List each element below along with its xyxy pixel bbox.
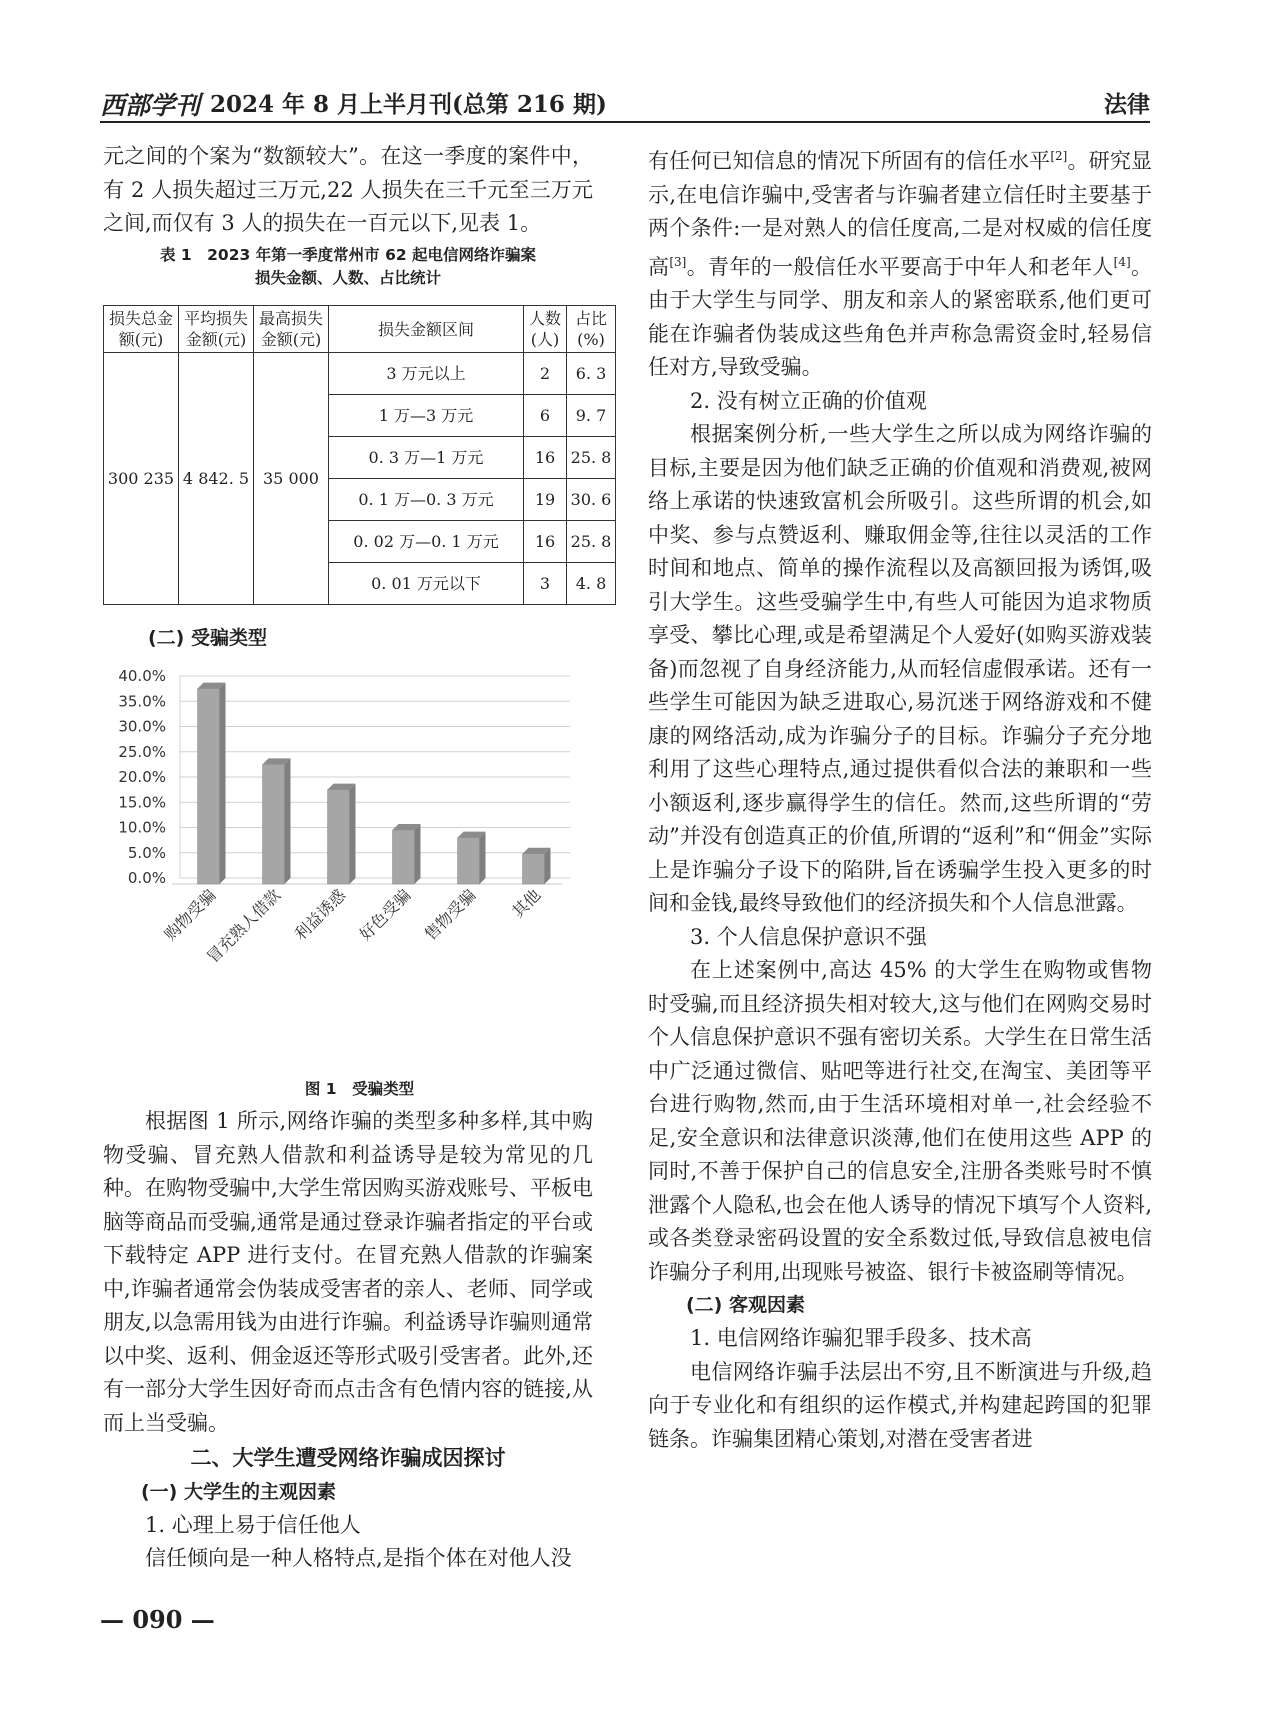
subheading-fraud-types: (二) 受骗类型: [148, 627, 267, 649]
bar-side: [480, 832, 486, 884]
x-tick-label: 冒充熟人借款: [203, 885, 285, 967]
citation-3: [3]: [669, 254, 687, 269]
range-cell: 3 万元以上: [329, 353, 524, 395]
bar-side: [285, 758, 291, 884]
count-cell: 16: [524, 437, 567, 479]
x-tick-label: 利益诱惑: [290, 885, 350, 945]
y-tick-label: 35.0%: [118, 692, 166, 711]
bar: [198, 689, 220, 884]
bar: [393, 830, 415, 884]
col-max: 最高损失金额(元): [254, 306, 329, 353]
col-count: 人数(人): [524, 306, 567, 353]
y-tick-label: 30.0%: [118, 717, 166, 736]
subheading-privacy: 3. 个人信息保护意识不强: [690, 924, 927, 949]
issue-info: 2024 年 8 月上半月刊(总第 216 期): [210, 91, 607, 118]
y-tick-label: 20.0%: [118, 768, 166, 786]
y-tick-label: 40.0%: [118, 667, 166, 685]
table-row: [104, 353, 616, 395]
journal-logo: 西部学刊: [100, 91, 201, 120]
average-cell: 4 842. 5: [179, 353, 254, 605]
subheading-subjective: (一) 大学生的主观因素: [141, 1480, 336, 1503]
bar: [458, 838, 480, 884]
section-label: 法律: [1104, 91, 1150, 118]
subheading-objective: (二) 客观因素: [686, 1294, 805, 1316]
privacy-paragraph: 在上述案例中,高达 45% 的大学生在购物或售物时受骗,而且经济损失相对较大,这与他们在网购交易时个人信息保护意识不强有密切关系。大学生在日常生活中广泛通过微信、贴吧等进行社交,在淘宝、美团等平台进行购物,然而,由于生活环境相对单一,社会经验不足,安全意识和法律意识淡薄,他们在使用这些 APP 的同时,不善于保护自己的信息安全,注册各类账号时不慎泄露个人隐私,也会在他人诱导的情况下填写个人资料,或各类登录密码设置的安全系数过低,导致信息被电信诈骗分子利用,出现账号被盗、银行卡被盗刷等情况。: [648, 958, 1152, 1284]
bar-side: [545, 848, 551, 884]
x-tick-label: 好色受骗: [355, 885, 415, 945]
left-column-lower: [103, 1105, 593, 1576]
table-caption-line2: 损失金额、人数、占比统计: [254, 268, 441, 287]
col-average: 平均损失金额(元): [179, 306, 254, 353]
range-cell: 0. 02 万—0. 1 万元: [329, 521, 524, 563]
section-heading-causes: 二、大学生遭受网络诈骗成因探讨: [190, 1446, 506, 1470]
max-cell: 35 000: [254, 353, 329, 605]
y-tick-label: 25.0%: [118, 742, 166, 761]
pct-cell: 25. 8: [567, 521, 616, 563]
figure-caption: 图 1 受骗类型: [304, 1080, 415, 1098]
col-total: 损失总金额(元): [104, 306, 179, 353]
subheading-tech: 1. 电信网络诈骗犯罪手段多、技术高: [690, 1326, 1032, 1350]
pct-cell: 9. 7: [567, 395, 616, 437]
bar: [523, 854, 545, 884]
citation-4: [4]: [1113, 254, 1131, 269]
bar-side: [350, 784, 356, 884]
pct-cell: 25. 8: [567, 437, 616, 479]
count-cell: 2: [524, 353, 567, 395]
left-column: [103, 140, 593, 290]
loss-table: [103, 305, 616, 605]
header-rule: [100, 121, 1150, 123]
y-tick-label: 5.0%: [127, 843, 166, 862]
tech-paragraph: 电信网络诈骗手法层出不穷,且不断演进与升级,趋向于专业化和有组织的运作模式,并构建起跨国的犯罪链条。诈骗集团精心策划,对潜在受害者进: [648, 1359, 1152, 1451]
pct-cell: 6. 3: [567, 353, 616, 395]
running-header: [100, 82, 1150, 118]
range-cell: 0. 01 万元以下: [329, 563, 524, 605]
figure-discussion-paragraph: 根据图 1 所示,网络诈骗的类型多种多样,其中购物受骗、冒充熟人借款和利益诱导是较为常见的几种。在购物受骗中,大学生常因购买游戏账号、平板电脑等商品而受骗,通常是通过登录诈骗者指定的平台或下载特定 APP 进行支付。在冒充熟人借款的诈骗案中,诈骗者通常会伪装成受害者的亲人、老师、同学或朋友,以急需用钱为由进行诈骗。利益诱导诈骗则通常以中奖、返利、佣金返还等形式吸引受害者。此外,还有一部分大学生因好奇而点击含有色情内容的链接,从而上当受骗。: [103, 1109, 593, 1435]
trust-paragraph-continued: 有任何已知信息的情况下所固有的信任水平[2]。研究显示,在电信诈骗中,受害者与诈骗者建立信任时主要基于两个条件:一是对熟人的信任度高,二是对权威的信任度高[3]。青年的一般信任水平要高于中年人和老年人[4]。由于大学生与同学、朋友和亲人的紧密联系,他们更可能在诈骗者伪装成这些角色并声称急需资金时,轻易信任对方,导致受骗。: [648, 149, 1153, 379]
bar: [328, 790, 350, 884]
col-range: 损失金额区间: [329, 306, 524, 353]
left-top-paragraph: 元之间的个案为“数额较大”。在这一季度的案件中，有 2 人损失超过三万元,22 人损失在三千元至三万元之间,而仅有 3 人的损失在一百元以下,见表 1。: [103, 144, 593, 235]
bar: [263, 764, 285, 884]
table-caption: [103, 244, 593, 290]
y-tick-label: 10.0%: [118, 818, 166, 837]
fraud-type-chart: [100, 660, 620, 1060]
bar-side: [415, 824, 421, 884]
count-cell: 16: [524, 521, 567, 563]
table-header-row: [104, 306, 616, 353]
page-number: — 090 —: [100, 1605, 215, 1634]
range-cell: 1 万—3 万元: [329, 395, 524, 437]
count-cell: 3: [524, 563, 567, 605]
y-tick-label: 0.0%: [127, 869, 166, 887]
bar-side: [220, 683, 226, 884]
table-caption-line1: 表 1 2023 年第一季度常州市 62 起电信网络诈骗案: [159, 245, 537, 264]
subheading-trust: 1. 心理上易于信任他人: [145, 1512, 361, 1537]
subheading-values: 2. 没有树立正确的价值观: [690, 388, 927, 413]
count-cell: 19: [524, 479, 567, 521]
y-tick-label: 15.0%: [118, 793, 166, 812]
values-paragraph: 根据案例分析,一些大学生之所以成为网络诈骗的目标,主要是因为他们缺乏正确的价值观和消费观,被网络上承诺的快速致富机会所吸引。这些所谓的机会,如中奖、参与点赞返利、赚取佣金等,往往以灵活的工作时间和地点、简单的操作流程以及高额回报为诱饵,吸引大学生。这些受骗学生中,有些人可能因为追求物质享受、攀比心理,或是希望满足个人爱好(如购买游戏装备)而忽视了自身经济能力,从而轻信虚假承诺。还有一些学生可能因为缺乏进取心,易沉迷于网络游戏和不健康的网络活动,成为诈骗分子的目标。诈骗分子充分地利用了这些心理特点,通过提供看似合法的兼职和一些小额返利,逐步赢得学生的信任。然而,这些所谓的“劳动”并没有创造真正的价值,所谓的“返利”和“佣金”实际上是诈骗分子设下的陷阱,旨在诱骗学生投入更多的时间和金钱,最终导致他们的经济损失和个人信息泄露。: [648, 422, 1152, 915]
range-cell: 0. 3 万—1 万元: [329, 437, 524, 479]
x-tick-label: 售物受骗: [420, 885, 480, 945]
pct-cell: 4. 8: [567, 563, 616, 605]
col-pct: 占比(%): [567, 306, 616, 353]
x-tick-label: 购物受骗: [160, 885, 220, 945]
count-cell: 6: [524, 395, 567, 437]
total-cell: 300 235: [104, 353, 179, 605]
range-cell: 0. 1 万—0. 3 万元: [329, 479, 524, 521]
pct-cell: 30. 6: [567, 479, 616, 521]
trust-paragraph-start: 信任倾向是一种人格特点,是指个体在对他人没: [145, 1546, 572, 1570]
right-column: [648, 140, 1152, 1456]
x-tick-label: 其他: [508, 885, 545, 922]
citation-2: [2]: [1050, 149, 1068, 163]
